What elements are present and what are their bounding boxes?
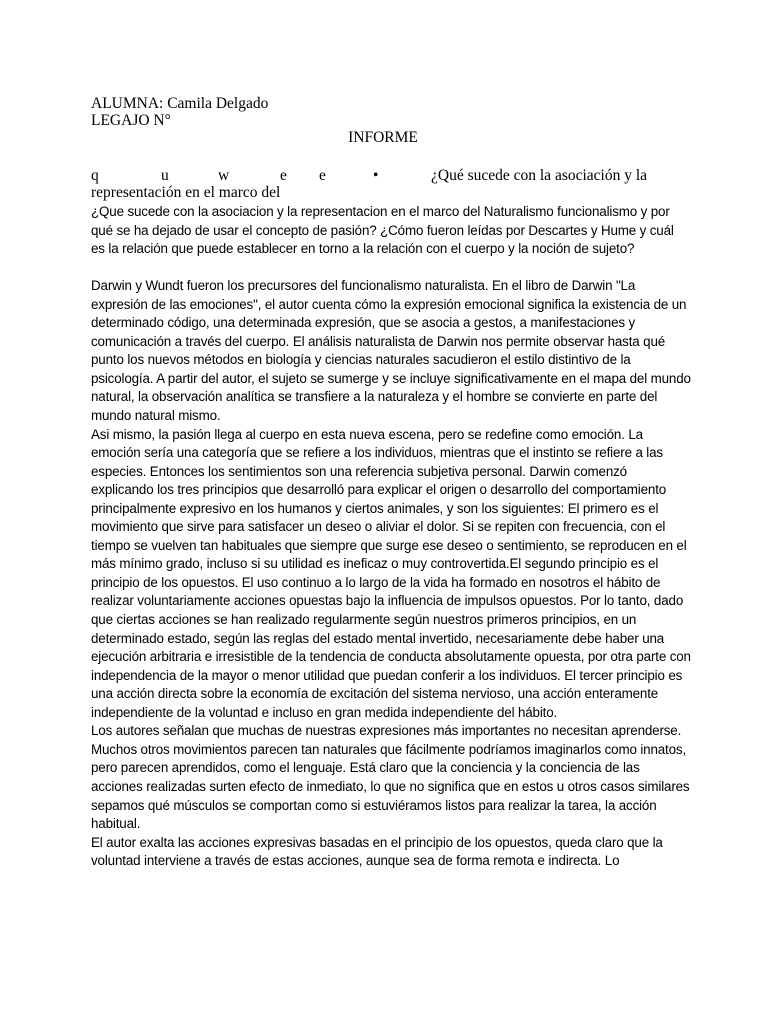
bullet-icon: •: [373, 167, 379, 184]
spread-letter: w: [218, 167, 230, 184]
paragraph: Asi mismo, la pasión llega al cuerpo en esta nueva escena, pero se redefine como emoción. La emoción sería una categoría que se refiere a los individuos, mientras que el instinto se refiere a las especies. Entonces los sentimientos son una referencia subjetiva personal. Darwin comenzó explicando los tres principios que desarrolló para explicar el origen o desarrollo del comportamiento principalmente expresivo en los humanos y ciertos animales, y son los siguientes: El primero es el movimiento que sirve para satisfacer un deseo o aliviar el dolor. Si se repiten con frecuencia, con el tiempo se vuelven tan habituales que siempre que surge ese deseo o sentimiento, se reproducen en el más mínimo grado, incluso si su utilidad es ineficaz o muy controvertida.El segundo principio es el principio de los opuestos. El uso continuo a lo largo de la vida ha formado en nosotros el hábito de realizar voluntariamente acciones opuestas bajo la influencia de impulsos opuestos. Por lo tanto, dado que ciertas acciones se han realizado regularmente según nuestros primeros principios, en un determinado estado, según las reglas del estado mental invertido, necesariamente debe haber una ejecución arbitraria e irresistible de la tendencia de conducta absolutamente opuesta, por otra parte con independencia de la mayor o menor utilidad que puedan conferir a los individuos. El tercer principio es una acción directa sobre la economía de excitación del sistema nervioso, una acción enteramente independiente de la voluntad e incluso en gran medida independiente del hábito.: [91, 426, 691, 720]
paragraph: Darwin y Wundt fueron los precursores del funcionalismo naturalista. En el libro de Darwin "La expresión de las emociones", el autor cuenta cómo la expresión emocional significa la existencia de un determinado código, una determinada expresión, que se asocia a gestos, a manifestaciones y comunicación a través del cuerpo. El análisis naturalista de Darwin nos permite observar hasta qué punto los nuevos métodos en biología y ciencias naturales sacudieron el estilo distintivo de la psicología. A partir del autor, el sujeto se sumerge y se incluye significativamente en el mapa del mundo natural, la observación analítica se transfiere a la naturaleza y el hombre se convierte en parte del mundo natural mismo.: [91, 278, 691, 424]
legajo-line: [91, 112, 171, 129]
spread-letter: q: [91, 167, 99, 184]
body-text: [91, 203, 691, 871]
spread-letter: u: [161, 167, 169, 184]
report-title-text: INFORME: [348, 129, 418, 146]
spread-continuation: representación en el marco del: [91, 184, 281, 201]
student-line: [91, 95, 268, 112]
report-title: [0, 129, 768, 146]
spread-letter: e: [280, 167, 287, 184]
paragraph-question: ¿Que sucede con la asociacion y la representacion en el marco del Naturalismo funcionalismo y por qué se ha dejado de usar el concepto de pasión? ¿Cómo fueron leídas por Descartes y Hume y cuál es la relación que puede establecer en torno a la relación con el cuerpo y la noción de sujeto?: [91, 204, 674, 257]
legajo-label: LEGAJO N°: [91, 112, 171, 129]
paragraph: El autor exalta las acciones expresivas basadas en el principio de los opuestos, queda claro que la voluntad interviene a través de estas acciones, aunque sea de forma remota e indirecta. Lo: [91, 834, 663, 869]
spread-letter: e: [319, 167, 326, 184]
student-label: ALUMNA:: [91, 95, 164, 112]
spread-question: ¿Qué sucede con la asociación y la: [431, 167, 648, 184]
paragraph: Los autores señalan que muchas de nuestras expresiones más importantes no necesitan aprenderse. Muchos otros movimientos parecen tan naturales que fácilmente podríamos imaginarlos como innatos, pero parecen aprendidos, como el lenguaje. Está claro que la conciencia y la conciencia de las acciones realizadas surten efecto de inmediato, lo que no significa que en estos u otros casos similares sepamos qué músculos se comportan como si estuviéramos listos para realizar la tarea, la acción habitual.: [91, 723, 690, 832]
student-name: Camila Delgado: [167, 95, 269, 112]
